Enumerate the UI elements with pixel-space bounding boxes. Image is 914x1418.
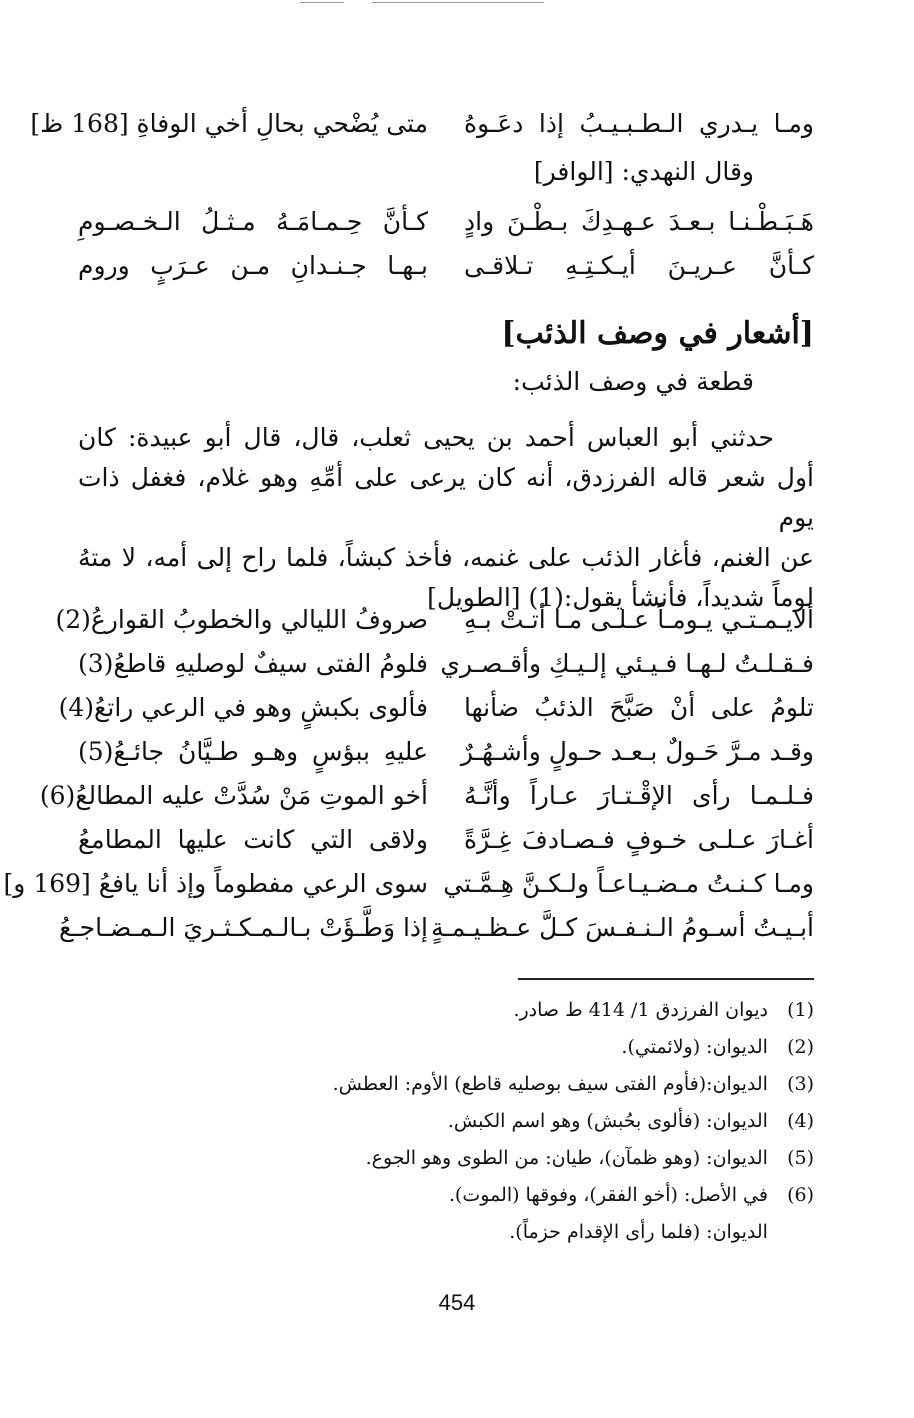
footnote-text: الديوان: (فلما رأى الإقدام حزماً). [509,1221,768,1243]
verse-first-hemistich: أبـيـتُ أسـومُ الـنـفـسَ كـلَّ عـظـيـمـةٍ [431,913,814,942]
prose-line: حدثني أبو العباس أحمد بن يحيى ثعلب، قال، قال أبو عبيدة: كان [78,423,774,452]
footnote-text: الديوان: (فألوى بحُبش) وهو اسم الكبش. [447,1110,768,1132]
prose-line: أول شعر قاله الفرزدق، أنه كان يرعى على أمِّهِ وهو غلام، فغفل ذات يوم [78,463,814,532]
footnote [78,1066,814,1103]
page-number: 454 [438,1290,476,1315]
subheading-row [78,360,814,404]
verse-second-hemistich: أخو الموتِ مَنْ سُدَّتْ عليه المطالعُ(6) [39,781,428,810]
footnote-text: ديوان الفرزدق 1/ 414 ط صادر. [513,999,768,1021]
verse-line [78,730,814,774]
verse-first-hemistich: ومـا كـنـتُ مـضـيـاعـاً ولـكـنَّ هِـمَّـتي [443,869,814,898]
footnote-text: الديوان:(فأوم الفتى سيف بوصليه قاطع) الأوم: العطش. [332,1073,768,1095]
verse-second-hemistich: بـهـا جـنـدانِ مـن عـرَبٍ وروم [78,251,428,280]
prose-line: عن الغنم، فأغار الذئب على غنمه، فأخذ كبشاً، فلما راح إلى أمه، لا متهُ [78,543,814,572]
footnote-text: الديوان: (وهو ظمآن)، طيان: من الطوى وهو الجوع. [365,1147,768,1169]
footnote-number: (1) [787,999,814,1021]
footnote-number: (5) [787,1147,814,1169]
footnote-text: الديوان: (ولائمتي). [621,1036,768,1058]
verse-second-hemistich: صروفُ الليالي والخطوبُ القوارعُ(2) [55,605,428,634]
footnote-number: (4) [787,1110,814,1132]
verse-line [78,642,814,686]
verse-line [58,686,814,730]
verse-line [3,862,814,906]
verse-first-hemistich: تلومُ على أنْ صَبَّحَ الذئبُ ضأنها [464,693,814,722]
verse-line [39,774,814,818]
verse-second-hemistich: فألوى بكبشٍ وهو في الرعي راتعُ(4) [58,693,428,722]
verse-second-hemistich: متى يُضْحي بحالِ أخي الوفاةِ [168 ظ] [30,109,428,138]
verse-line [30,102,814,146]
verse-first-hemistich: وقـد مـرَّ حَـولٌ بـعـد حـولٍ وأشـهُـرٌ [460,737,814,766]
verse-first-hemistich: كـأنَّ عـريـنَ أيـكـتِـهِ تـلاقـى [464,251,814,280]
poet-line: وقال النهدي: [الوافر] [533,157,754,186]
verse-first-hemistich: أغـارَ عـلـى خـوفٍ فـصـادفَ غِـرَّةً [464,825,814,854]
verse-first-hemistich: ومـا يـدري الـطـبـيـبُ إذا دعَـوهُ [464,109,814,138]
verse-first-hemistich: فـقـلـتُ لـهـا فـيـئي إلـيـكِ وأقـصـري [440,649,814,678]
footnote [78,992,814,1029]
poet-attribution [78,150,814,194]
top-rule-long [372,2,544,3]
prose-line: لوماً شديداً، فأنشأ يقول:(1) [الطويل] [427,583,814,612]
verse-second-hemistich: عليهِ ببؤسٍ وهـو طـيَّانُ جائـعُ(5) [78,737,428,766]
verse-line [78,200,814,244]
verse-second-hemistich: كـأنَّ حِـمـامَـهُ مـثـلُ الـخـصـومِ [78,207,428,236]
verse-second-hemistich: فلومُ الفتى سيفٌ لوصليهِ قاطعُ(3) [78,649,428,678]
footnote-continuation [78,1214,814,1251]
prose-paragraph [78,418,814,618]
verse-line [59,906,814,950]
footnote-number: (3) [787,1073,814,1095]
verse-first-hemistich: هَـبَـطْـنـا بـعـدَ عـهـدِكَ بـطْـنَ وادٍ [464,207,814,236]
verse-line [78,818,814,862]
footnote [78,1177,814,1214]
footnote-text: في الأصل: (أخو الفقر)، وفوقها (الموت). [448,1184,768,1206]
footnote [78,1103,814,1140]
footnote-number: (2) [787,1036,814,1058]
verse-line [78,244,814,288]
footnote-number: (6) [787,1184,814,1206]
subheading: قطعة في وصف الذئب: [512,367,754,396]
verse-first-hemistich: ألايـمـتـي يـومـاً عـلـى مـا أتـتْ بـهِ [464,605,814,634]
section-heading: [أشعار في وصف الذئب] [501,316,814,351]
verse-second-hemistich: ولاقى التي كانت عليها المطامعُ [78,825,428,854]
verse-first-hemistich: فـلـمـا رأى الإقْـتـارَ عـاراً وأنَّـهُ [464,781,814,810]
footnote [78,1140,814,1177]
verse-line [55,598,814,642]
verse-second-hemistich: إذا وَطَّـؤَتْ بـالـمـكـثـريَ الـمـضـاجـعُ [59,913,428,942]
footnote [78,1029,814,1066]
footnote-separator [518,978,814,980]
top-rule-short [300,2,344,3]
verse-second-hemistich: سوى الرعي مفطوماً وإذ أنا يافعُ [169 و] [3,869,428,898]
